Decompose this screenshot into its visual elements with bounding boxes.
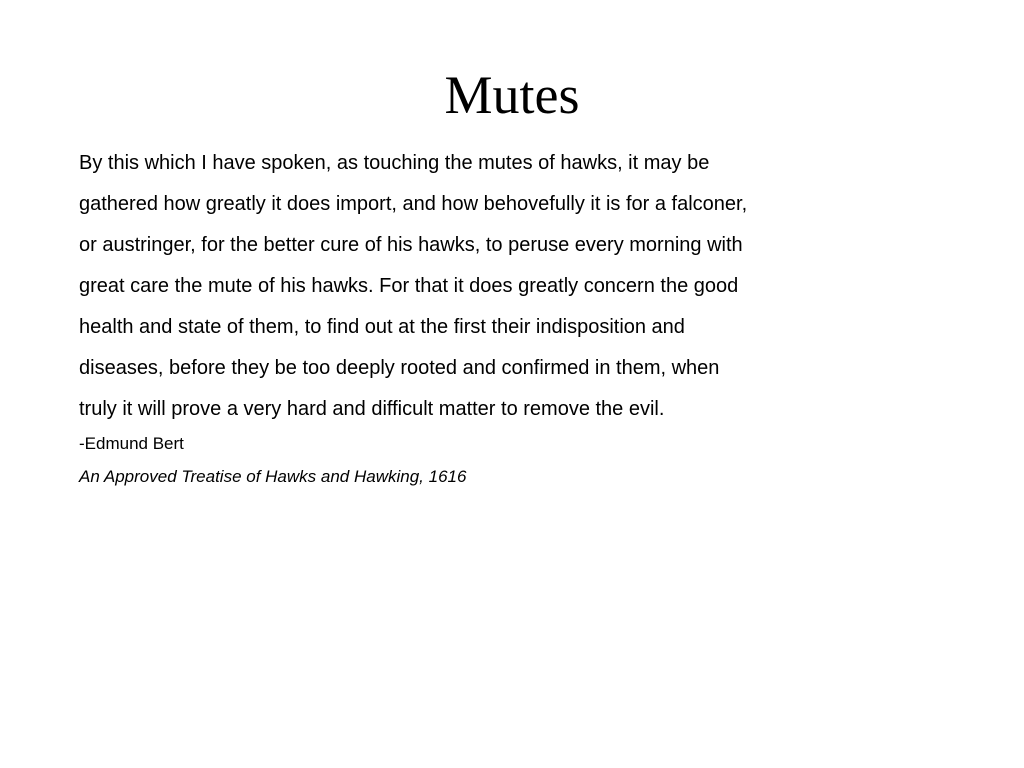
quote-line: diseases, before they be too deeply rooted and confirmed in them, when xyxy=(79,357,720,379)
slide-title: Mutes xyxy=(444,65,580,125)
quote-author: -Edmund Bert xyxy=(79,434,184,453)
quote-line: great care the mute of his hawks. For that it does greatly concern the good xyxy=(79,275,739,297)
quote-line: or austringer, for the better cure of his hawks, to peruse every morning with xyxy=(79,234,743,256)
quote-line: By this which I have spoken, as touching the mutes of hawks, it may be xyxy=(79,152,710,174)
quote-line: truly it will prove a very hard and difficult matter to remove the evil. xyxy=(79,398,665,420)
quote-line: health and state of them, to find out at the first their indisposition and xyxy=(79,316,685,338)
quote-line: gathered how greatly it does import, and how behovefully it is for a falconer, xyxy=(79,193,748,215)
quote-text xyxy=(79,143,939,430)
quote-source: An Approved Treatise of Hawks and Hawking, 1616 xyxy=(79,467,467,486)
